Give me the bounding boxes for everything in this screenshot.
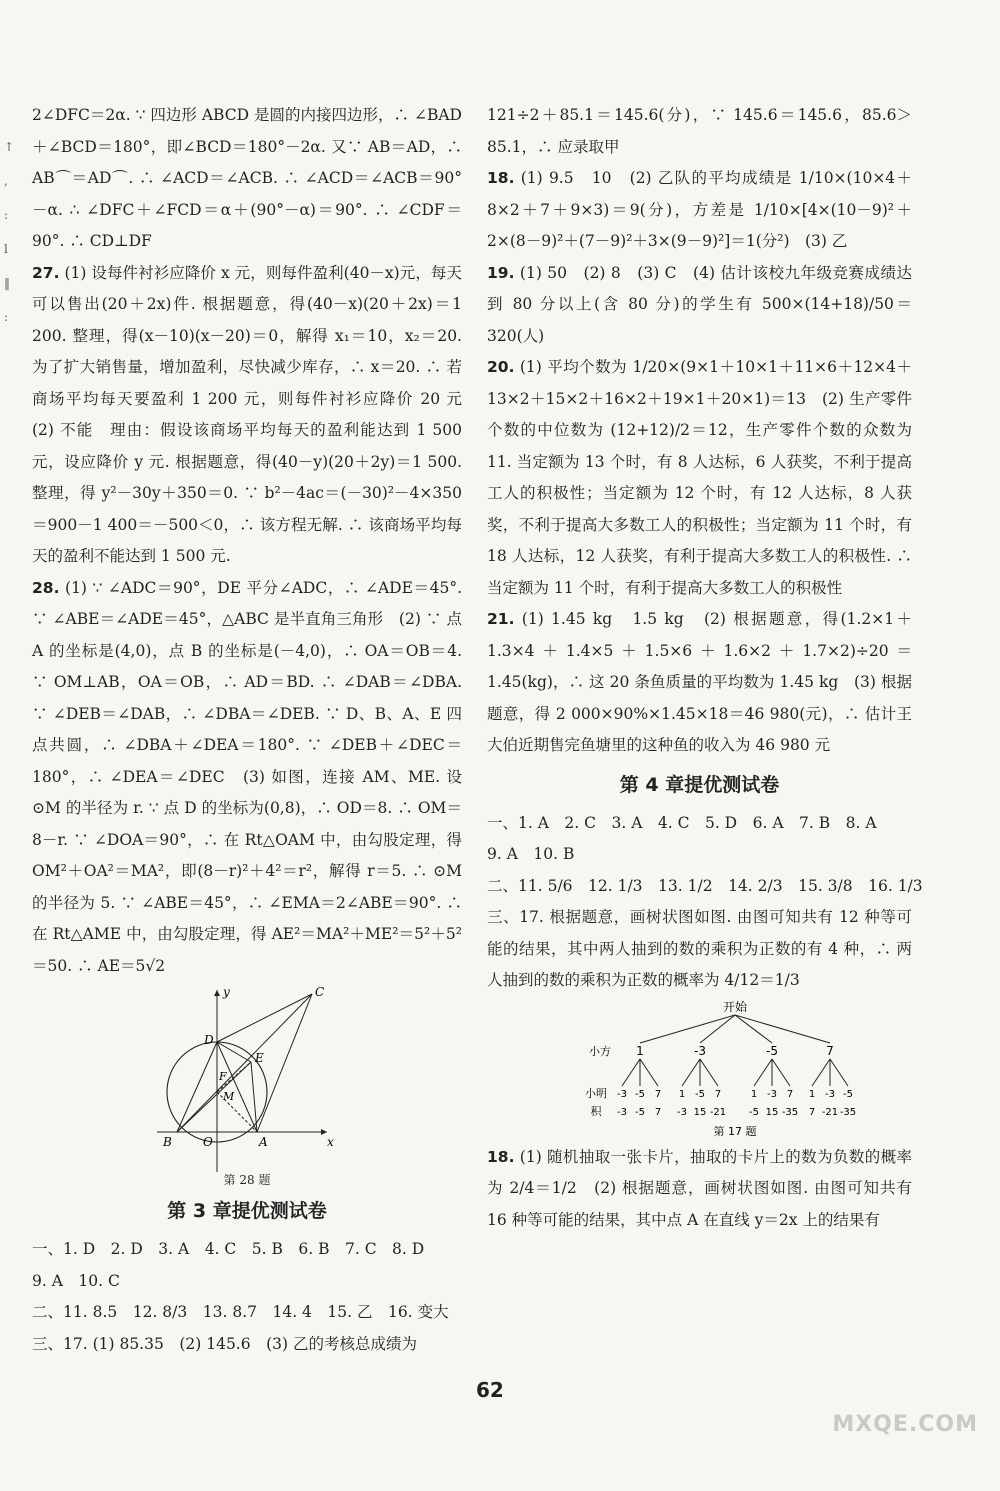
tree-level2-node: 7 (714, 1088, 721, 1100)
question-number: 27. (32, 263, 60, 282)
tree-level2-label: 小明 (584, 1086, 607, 1100)
tree-branch (682, 1059, 700, 1086)
tree-level1-label: 小方 (588, 1044, 611, 1058)
tree-branch (754, 1059, 772, 1086)
tree-product-value: -21 (709, 1106, 726, 1118)
chapter-4-title: 第 4 章提优测试卷 (619, 773, 780, 796)
question-18 (487, 163, 912, 258)
ch4-choice-answers-2: 9. A 10. B (487, 845, 575, 863)
chapter-3-title: 第 3 章提优测试卷 (167, 1200, 327, 1222)
tree-caption: 第 17 题 (713, 1124, 756, 1138)
tree-branch (640, 1059, 658, 1086)
question-text: (1) 50 (2) 8 (3) C (4) 估计该校九年级竞赛成绩达到 80 分以上(含 80 分)的学生有 500×(14+18)/50＝320(人) (487, 263, 912, 345)
tree-level2-node: 1 (750, 1088, 757, 1100)
tree-product-value: -35 (781, 1106, 798, 1118)
tree-level2-node: -3 (766, 1088, 777, 1100)
tree-level2-node: -3 (824, 1088, 835, 1100)
tree-product-label: 积 (590, 1104, 601, 1118)
segment-dc (217, 994, 312, 1042)
tree-branch (772, 1059, 790, 1086)
question-28 (32, 573, 462, 983)
tree-branch (700, 1059, 718, 1086)
label-c: C (315, 985, 325, 999)
question-number: 18. (487, 169, 515, 187)
watermark-logo: MXQE.COM (832, 1412, 978, 1437)
ch3-fill-answers: 二、11. 8.5 12. 8/3 13. 8.7 14. 4 15. 乙 16. 变大 (32, 1303, 449, 1321)
tree-level2-node: -5 (694, 1088, 705, 1100)
tree-product-value: -35 (839, 1106, 856, 1118)
tree-level2-node: 7 (654, 1088, 661, 1100)
question-text: (1) 平均个数为 1/20×(9×1＋10×1＋11×6＋12×4＋13×2＋15×2＋16×2＋19×1＋20×1)＝13 (2) 生产零件个数的中位数为 (12+12)/2＝12，生产零件个数的众数为 11. 当定额为 13 个时，有 8 人达标，6 人获奖，不利于提高工人的积极性；当定额为 12 个时，有 12 人达标，8 人获奖，不利于提高大多数工人的积极性；当定额为 11 个时，有 18 人达标，12 人获奖，有利于提高大多数工人的积极性. ∴ 当定额为 11 个时，有利于提高大多数工人的积极性 (487, 358, 912, 597)
question-text: (1) 随机抽取一张卡片，抽取的卡片上的数为负数的概率为 2/4＝1/2 (2) 根据题意，画树状图如图. 由图可知共有 16 种等可能的结果，其中点 A 在直线 y＝2x 上的结果有 (487, 1147, 912, 1229)
question-text: (1) 1.45 kg 1.5 kg (2) 根据题意，得(1.2×1＋1.3×4＋1.4×5＋1.5×6＋1.6×2＋1.7×2)÷20＝1.45(kg)，∴ 这 20 条鱼质量的平均数为 1.45 kg (3) 根据题意，得 2 000×90%×1.45×18＝46 980(元)，∴ 估计王大伯近期售完鱼塘里的这种鱼的收入为 46 980 元 (487, 610, 912, 754)
segment-be (177, 1062, 251, 1132)
ch4-question-18 (487, 1142, 912, 1237)
page-number: 62 (476, 1378, 504, 1402)
question-27 (32, 258, 478, 573)
question-21 (487, 604, 912, 762)
tree-product-value: 7 (808, 1106, 815, 1118)
question-text: (1) 9.5 10 (2) 乙队的平均成绩是 1/10×(10×4＋8×2＋7＋9×3)＝9(分)，方差是 1/10×[4×(10－9)²＋2×(8－9)²＋(7－9)²＋3×(9－9)²]＝1(分²) (3) 乙 (487, 169, 912, 250)
question-number: 28. (32, 578, 60, 597)
ch4-choice-answers-1: 一、1. A 2. C 3. A 4. C 5. D 6. A 7. B 8. A (487, 813, 877, 832)
tree-branch (622, 1059, 640, 1086)
label-e: E (255, 1051, 264, 1065)
tree-level2-node: 7 (786, 1088, 793, 1100)
ch3-q17-start: 三、17. (1) 85.35 (2) 145.6 (3) 乙的考核总成绩为 (32, 1334, 417, 1353)
tree-branch (812, 1059, 830, 1086)
tree-level1-node: -3 (693, 1043, 706, 1058)
question-20 (487, 352, 912, 604)
question-number: 21. (487, 610, 515, 628)
label-m: M (223, 1090, 235, 1103)
tree-branch-root (735, 1015, 830, 1043)
right-column (487, 100, 923, 1236)
tree-root-label: 开始 (722, 999, 747, 1014)
label-f: F (219, 1070, 227, 1083)
y-axis-arrow (214, 990, 220, 996)
label-a: A (259, 1135, 268, 1149)
tree-product-value: -5 (634, 1106, 645, 1118)
binding-margin-marks: ↑ , : l ‖ : (4, 140, 15, 324)
tree-product-value: -5 (748, 1106, 759, 1118)
tree-product-value: -3 (616, 1106, 627, 1118)
label-x: x (327, 1135, 334, 1149)
tree-product-value: 15 (693, 1106, 706, 1118)
label-y: y (223, 985, 230, 999)
question-number: 20. (487, 358, 515, 376)
tree-level1-node: 1 (635, 1043, 644, 1058)
question-number: 19. (487, 263, 515, 282)
tree-branch-root (640, 1015, 735, 1043)
tree-level1-node: 7 (825, 1043, 834, 1058)
paragraph-q17-end: 121÷2＋85.1＝145.6(分)，∵ 145.6＝145.6，85.6＞85.1，∴ 应录取甲 (487, 106, 912, 156)
tree-branch-root (735, 1015, 772, 1043)
tree-branch-root (700, 1015, 735, 1043)
question-text: (1) ∵ ∠ADC＝90°，DE 平分∠ADC，∴ ∠ADE＝45°. ∵ ∠ABE＝∠ADE＝45°，△ABC 是半直角三角形 (2) ∵ 点 A 的坐标是(4,0)，点 B 的坐标是(－4,0)，∴ OA＝OB＝4. ∵ OM⊥AB，OA＝OB，∴ AD＝BD. ∴ ∠DAB＝∠DBA. ∵ ∠DEB＝∠DAB，∴ ∠DBA＝∠DEB. ∵ D、B、A、E 四点共圆，∴ ∠DBA＋∠DEA＝180°. ∵ ∠DEB＋∠DEC＝180°，∴ ∠DEA＝∠DEC (3) 如图，连接 AM、ME. 设⊙M 的半径为 r. ∵ 点 D 的坐标为(0,8)，∴ OD＝8. ∴ OM＝8－r. ∵ ∠DOA＝90°，∴ 在 Rt△OAM 中，由勾股定理，得 OM²＋OA²＝MA²，即(8－r)²＋4²＝r²，解得 r＝5. ∴ ⊙M 的半径为 5. ∵ ∠ABE＝45°，∴ ∠EMA＝2∠ABE＝90°. ∴ 在 Rt△AME 中，由勾股定理，得 AE²＝MA²＋ME²＝5²＋5²＝50. ∴ AE＝5√2 (32, 578, 463, 975)
segment-ac (257, 994, 312, 1132)
ch3-choice-answers-2: 9. A 10. C (32, 1271, 120, 1290)
question-19 (487, 258, 912, 353)
tree-level2-node: -5 (842, 1088, 853, 1100)
ch3-choice-answers-1: 一、1. D 2. D 3. A 4. C 5. B 6. B 7. C 8. D (32, 1240, 425, 1258)
label-d: D (204, 1033, 214, 1047)
figure-28-caption: 第 28 题 (223, 1173, 271, 1187)
tree-branch (830, 1059, 848, 1086)
ch4-fill-answers: 二、11. 5/6 12. 1/3 13. 1/2 14. 2/3 15. 3/8 16. 1/3 (487, 876, 923, 895)
tree-product-value: 15 (765, 1106, 778, 1118)
tree-product-value: 7 (654, 1106, 661, 1118)
segment-bc (177, 994, 312, 1132)
tree-product-value: -3 (676, 1106, 687, 1118)
question-number: 18. (487, 1147, 515, 1166)
tree-diagram-17 (510, 997, 890, 1142)
label-o: O (203, 1135, 213, 1149)
tree-level2-node: -3 (616, 1088, 627, 1100)
tree-level2-node: 1 (808, 1088, 815, 1100)
tree-product-value: -21 (821, 1106, 838, 1118)
tree-level2-node: -5 (634, 1088, 645, 1100)
tree-level2-node: 1 (678, 1088, 685, 1100)
figure-28 (147, 982, 347, 1172)
tree-level1-node: -5 (765, 1043, 778, 1058)
question-text: (1) 设每件衬衫应降价 x 元，则每件盈利(40－x)元，每天可以售出(20＋2x)件. 根据题意，得(40－x)(20＋2x)＝1 200. 整理，得(x－10)(x－20)＝0，解得 x₁＝10，x₂＝20. 为了扩大销售量，增加盈利，尽快减少库存，∴ x＝20. ∴ 若商场平均每天要盈利 1 200 元，则每件衬衫应降价 20 元 (2) 不能 理由：假设该商场平均每天的盈利能达到 1 500 元，设应降价 y 元. 根据题意，得(40－y)(20＋2y)＝1 500. 整理，得 y²－30y＋350＝0. ∵ b²－4ac＝(－30)²－4×350＝900－1 400＝－500＜0，∴ 该方程无解. ∴ 该商场平均每天的盈利不能达到 1 500 元. (32, 263, 478, 565)
label-b: B (163, 1135, 172, 1149)
left-column (32, 100, 478, 1360)
ch4-question-17: 三、17. 根据题意，画树状图如图. 由图可知共有 12 种等可能的结果，其中两人抽到的数的乘积为正数的有 4 种，∴ 两人抽到的数的乘积为正数的概率为 4/12＝1/3 (487, 908, 912, 989)
paragraph-q26-end: 2∠DFC＝2α. ∵ 四边形 ABCD 是圆的内接四边形，∴ ∠BAD＋∠BCD＝180°，即∠BCD＝180°－2α. 又∵ AB＝AD，∴ AB⌒＝AD⌒. ∴ ∠ACD＝∠ACB. ∴ ∠ACD＝∠ACB＝90°－α. ∴ ∠DFC＋∠FCD＝α＋(90°－α)＝90°. ∴ ∠CDF＝90°. ∴ CD⊥DF (32, 106, 462, 250)
